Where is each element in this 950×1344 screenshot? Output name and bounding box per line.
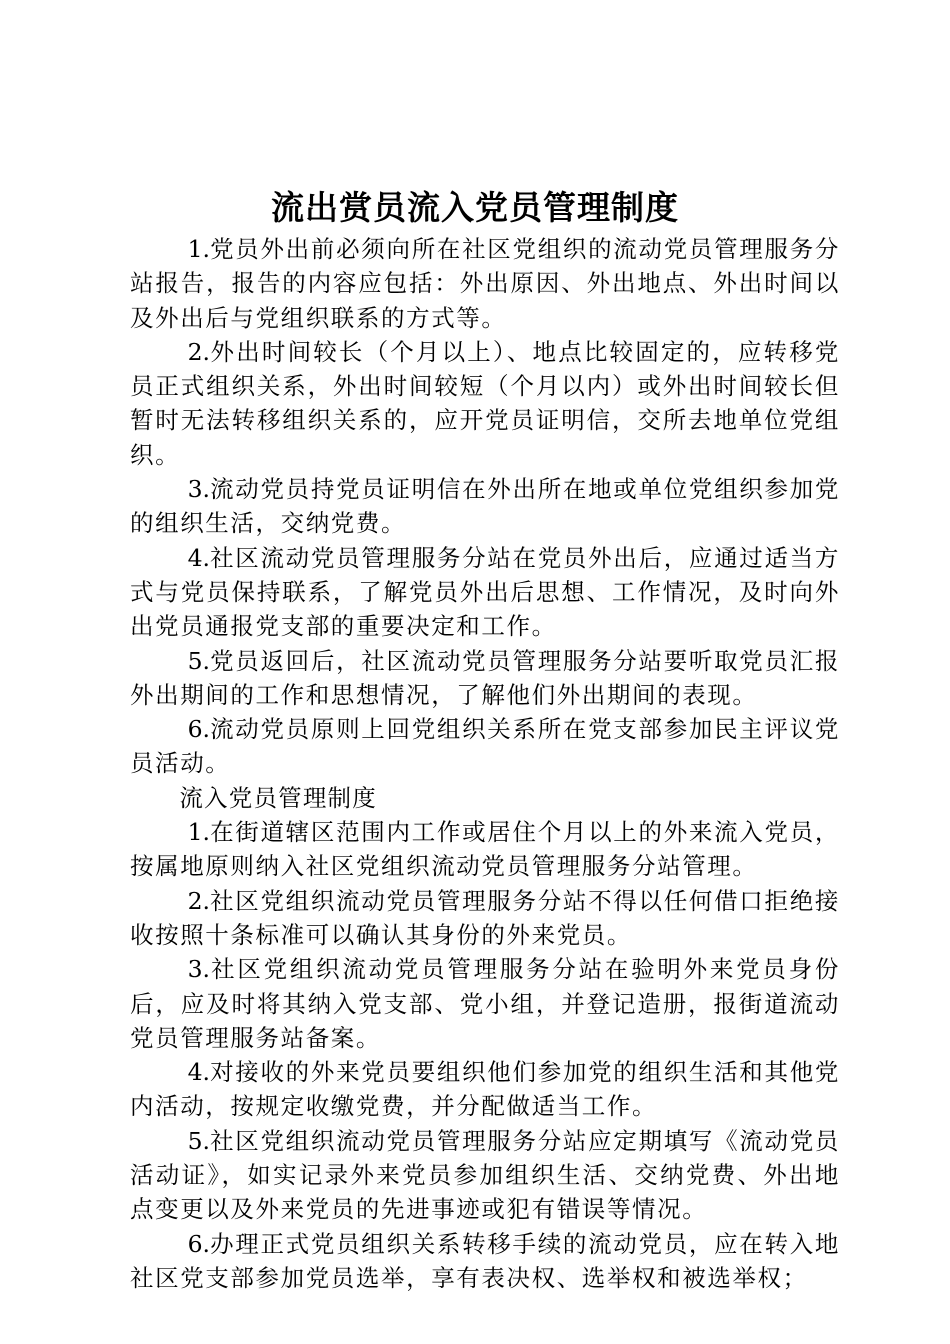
item-text: 流动党员持党员证明信在外出所在地或单位党组织参加党的组织生活，交纳党费。 (130, 475, 840, 538)
item-text: 社区流动党员管理服务分站在党员外出后，应通过适当方式与党员保持联系，了解党员外出后思想、工作情况，及时向外出党员通报党支部的重要决定和工作。 (130, 543, 840, 641)
item-number: 3. (187, 475, 210, 504)
item-number: 4. (187, 1058, 210, 1087)
item-number: 5. (187, 1126, 210, 1155)
item-text: 外出时间较长（个月以上）、地点比较固定的，应转移党员正式组织关系，外出时间较短（个月以内）或外出时间较长但暂时无法转移组织关系的，应开党员证明信，交所去地单位党组织。 (130, 337, 840, 469)
outflow-item-4 (130, 541, 840, 644)
item-number: 4. (187, 543, 210, 572)
inflow-item-2 (130, 884, 840, 953)
item-text: 社区党组织流动党员管理服务分站不得以任何借口拒绝接收按照十条标准可以确认其身份的外来党员。 (130, 886, 840, 949)
document-body (130, 232, 840, 1295)
outflow-item-2 (130, 335, 840, 472)
item-text: 党员返回后，社区流动党员管理服务分站要听取党员汇报外出期间的工作和思想情况，了解他们外出期间的表现。 (130, 646, 840, 709)
item-text: 党员外出前必须向所在社区党组织的流动党员管理服务分站报告，报告的内容应包括：外出原因、外出地点、外出时间以及外出后与党组织联系的方式等。 (130, 235, 840, 332)
item-number: 1. (187, 818, 210, 847)
inflow-item-5 (130, 1124, 840, 1227)
item-number: 5. (187, 646, 210, 675)
item-text: 在街道辖区范围内工作或居住个月以上的外来流入党员，按属地原则纳入社区党组织流动党员管理服务分站管理。 (130, 818, 840, 881)
outflow-item-3 (130, 472, 840, 541)
item-text: 对接收的外来党员要组织他们参加党的组织生活和其他党内活动，按规定收缴党费，并分配做适当工作。 (130, 1058, 840, 1121)
inflow-item-4 (130, 1055, 840, 1124)
inflow-item-1 (130, 815, 840, 884)
item-number: 6. (187, 715, 210, 744)
inflow-item-3 (130, 952, 840, 1055)
item-text: 流动党员原则上回党组织关系所在党支部参加民主评议党员活动。 (130, 715, 840, 778)
inflow-section-heading: 流入党员管理制度 (179, 783, 377, 812)
outflow-item-1 (130, 232, 840, 335)
document-title: 流出赏员流入党员管理制度 (271, 188, 679, 227)
item-number: 3. (187, 955, 210, 984)
outflow-item-6 (130, 712, 840, 781)
item-text: 社区党组织流动党员管理服务分站在验明外来党员身份后，应及时将其纳入党支部、党小组，并登记造册，报街道流动党员管理服务站备案。 (130, 955, 840, 1052)
item-text: 社区党组织流动党员管理服务分站应定期填写《流动党员活动证》，如实记录外来党员参加组织生活、交纳党费、外出地点变更以及外来党员的先进事迹或犯有错误等情况。 (130, 1126, 840, 1224)
item-number: 1. (187, 235, 210, 263)
inflow-item-6 (130, 1227, 840, 1296)
item-number: 6. (187, 1229, 210, 1258)
item-number: 2. (187, 337, 210, 366)
item-number: 2. (187, 886, 210, 915)
outflow-item-5 (130, 644, 840, 713)
item-text: 办理正式党员组织关系转移手续的流动党员，应在转入地社区党支部参加党员选举，享有表决权、选举权和被选举权； (130, 1229, 840, 1292)
